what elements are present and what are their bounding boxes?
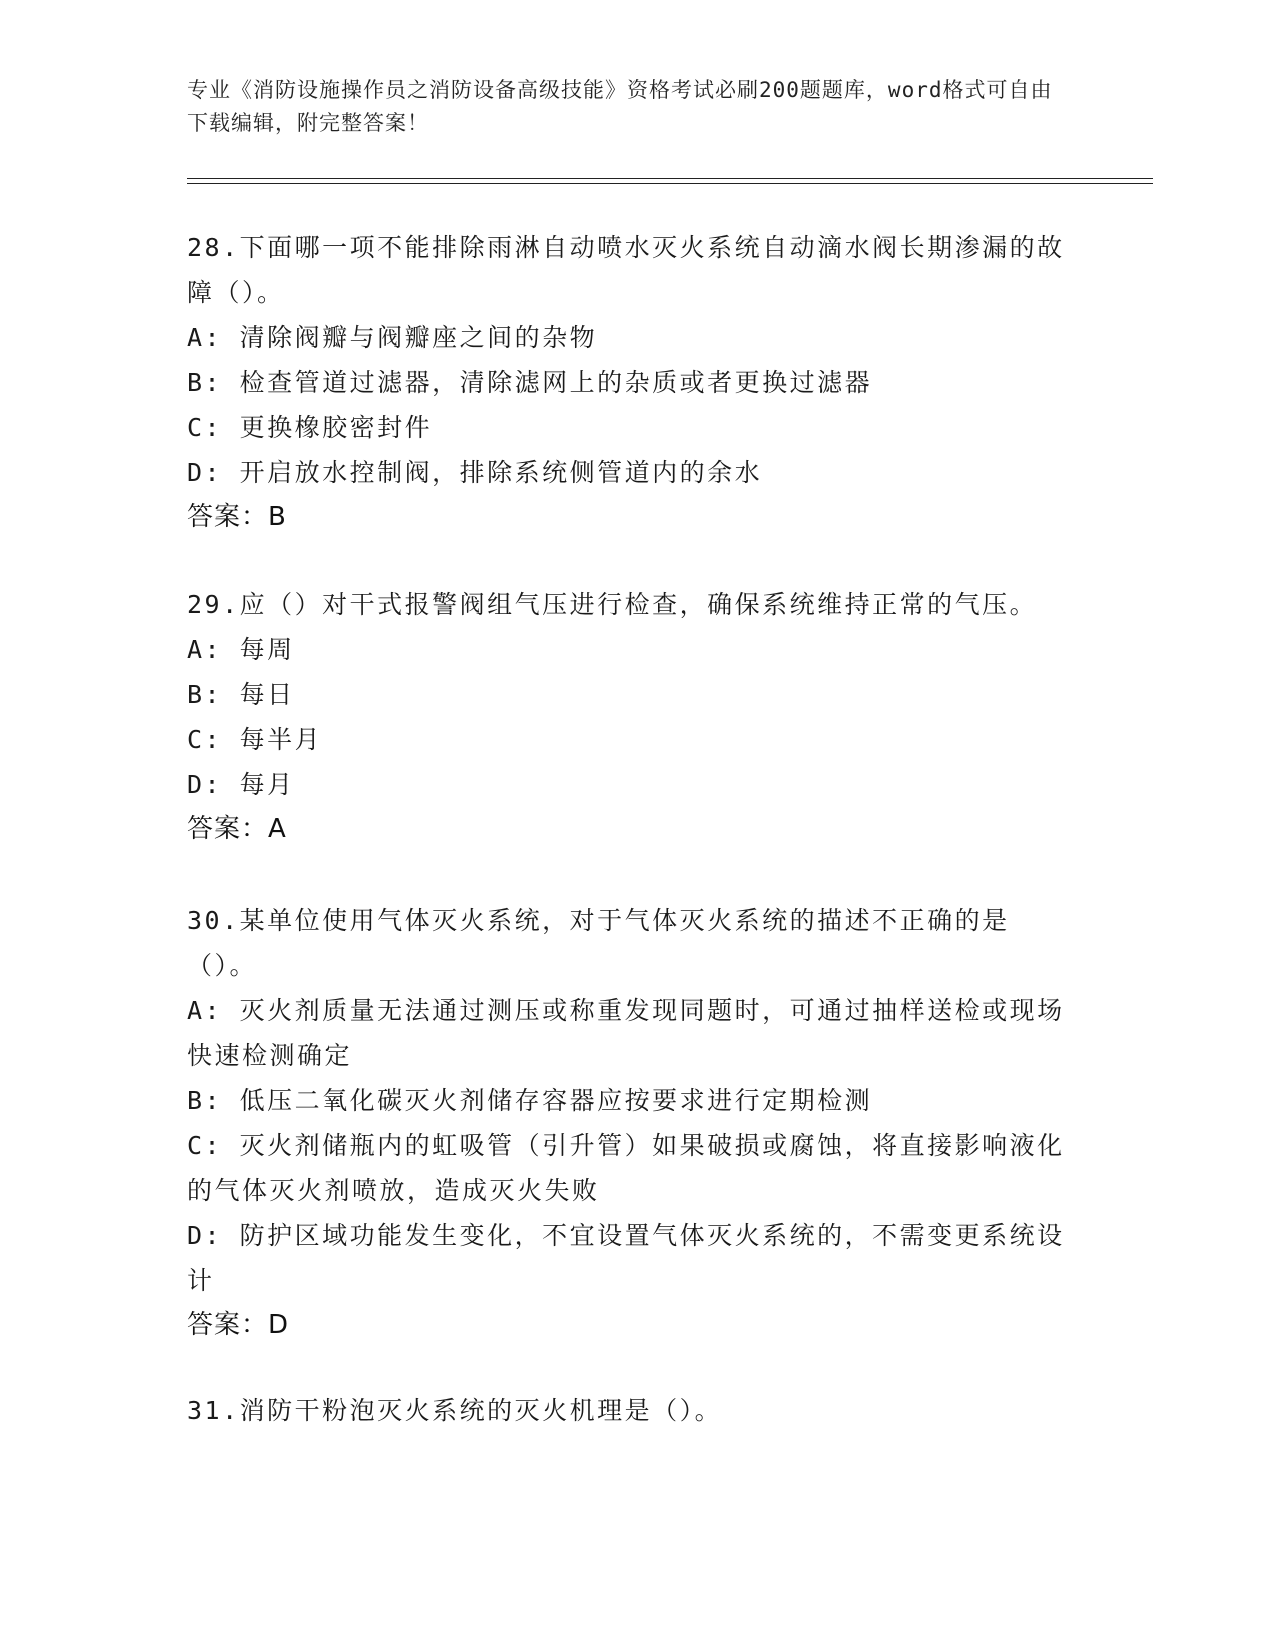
option-a: A: 清除阀瓣与阀瓣座之间的杂物	[187, 323, 598, 352]
option-c: C: 更换橡胶密封件	[187, 413, 433, 442]
answer-line	[187, 807, 1067, 852]
document-header: 专业《消防设施操作员之消防设备高级技能》资格考试必刷200题题库，word格式可自由下载编辑，附完整答案！	[187, 78, 1053, 135]
option-a: A: 每周	[187, 635, 295, 664]
question-29	[187, 582, 1067, 852]
answer-value: D	[268, 1310, 290, 1340]
answer-value: B	[268, 502, 287, 532]
header-divider-top	[187, 178, 1153, 179]
question-stem: 29.应（）对干式报警阀组气压进行检查，确保系统维持正常的气压。	[187, 590, 1038, 619]
option-b: B: 每日	[187, 680, 295, 709]
question-stem: 30.某单位使用气体灭火系统，对于气体灭火系统的描述不正确的是（）。	[187, 906, 1010, 980]
answer-label: 答案：	[187, 1310, 269, 1340]
option-b: B: 低压二氧化碳灭火剂储存容器应按要求进行定期检测	[187, 1086, 873, 1115]
question-28	[187, 225, 1067, 540]
option-d: D: 防护区域功能发生变化，不宜设置气体灭火系统的，不需变更系统设计	[187, 1221, 1065, 1295]
header-divider-bottom	[187, 183, 1153, 184]
option-c: C: 灭火剂储瓶内的虹吸管（引升管）如果破损或腐蚀，将直接影响液化的气体灭火剂喷放，造成灭火失败	[187, 1131, 1065, 1205]
option-a: A: 灭火剂质量无法通过测压或称重发现同题时，可通过抽样送检或现场快速检测确定	[187, 996, 1065, 1070]
question-31	[187, 1388, 1067, 1433]
option-c: C: 每半月	[187, 725, 323, 754]
answer-label: 答案：	[187, 502, 269, 532]
question-30	[187, 898, 1067, 1348]
answer-value: A	[268, 814, 287, 844]
option-d: D: 每月	[187, 770, 295, 799]
question-stem: 28.下面哪一项不能排除雨淋自动喷水灭火系统自动滴水阀长期渗漏的故障（）。	[187, 233, 1065, 307]
question-stem: 31.消防干粉泡灭火系统的灭火机理是（）。	[187, 1396, 723, 1425]
option-d: D: 开启放水控制阀，排除系统侧管道内的余水	[187, 458, 763, 487]
answer-line	[187, 1303, 1067, 1348]
answer-label: 答案：	[187, 814, 269, 844]
option-b: B: 检查管道过滤器，清除滤网上的杂质或者更换过滤器	[187, 368, 873, 397]
answer-line	[187, 495, 1067, 540]
